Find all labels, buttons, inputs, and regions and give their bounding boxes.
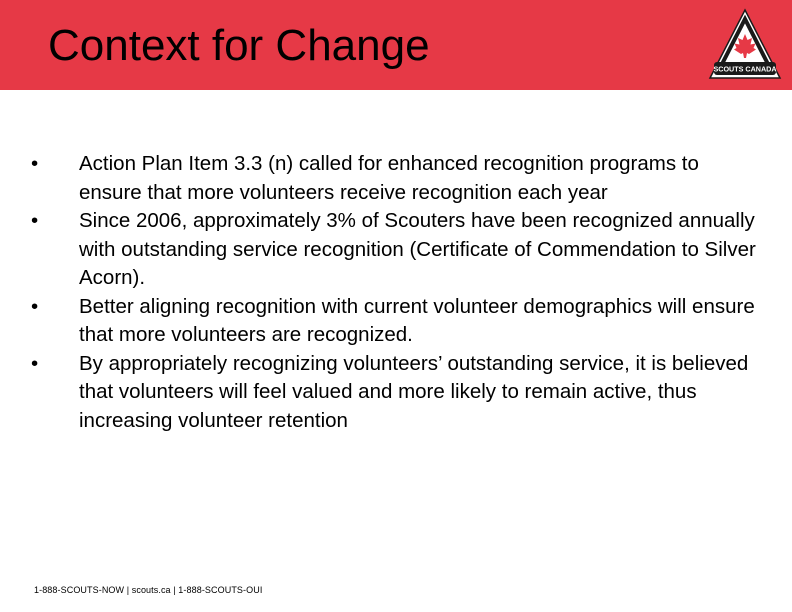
bullet-icon: • [31,294,39,318]
bullet-icon: • [31,351,39,375]
scouts-canada-logo [708,8,782,82]
footer-contact: 1-888-SCOUTS-NOW | scouts.ca | 1-888-SCOUTS-OUI [34,585,263,595]
header-bar [0,0,792,90]
list-item [24,350,764,436]
list-item [24,150,764,207]
svg-text:SCOUTS CANADA: SCOUTS CANADA [713,64,777,74]
list-item [24,293,764,350]
bullet-text: By appropriately recognizing volunteers’ outstanding service, it is believed that volunteers will feel valued and more likely to remain active, thus increasing volunteer retention [79,351,749,432]
bullet-text: Since 2006, approximately 3% of Scouters have been recognized annually with outstanding service recognition (Certificate of Commendation to Silver Acorn). [79,209,756,289]
scouts-canada-emblem-icon [708,8,782,82]
bullet-icon: • [31,152,39,175]
bullet-text: Action Plan Item 3.3 (n) called for enhanced recognition programs to ensure that more volunteers receive recognition each year [79,152,699,204]
slide-title: Context for Change [48,21,430,70]
bullet-list [24,150,764,435]
bullet-text: Better aligning recognition with current volunteer demographics will ensure that more volunteers are recognized. [79,294,755,346]
list-item [24,207,764,293]
bullet-icon: • [31,209,39,232]
